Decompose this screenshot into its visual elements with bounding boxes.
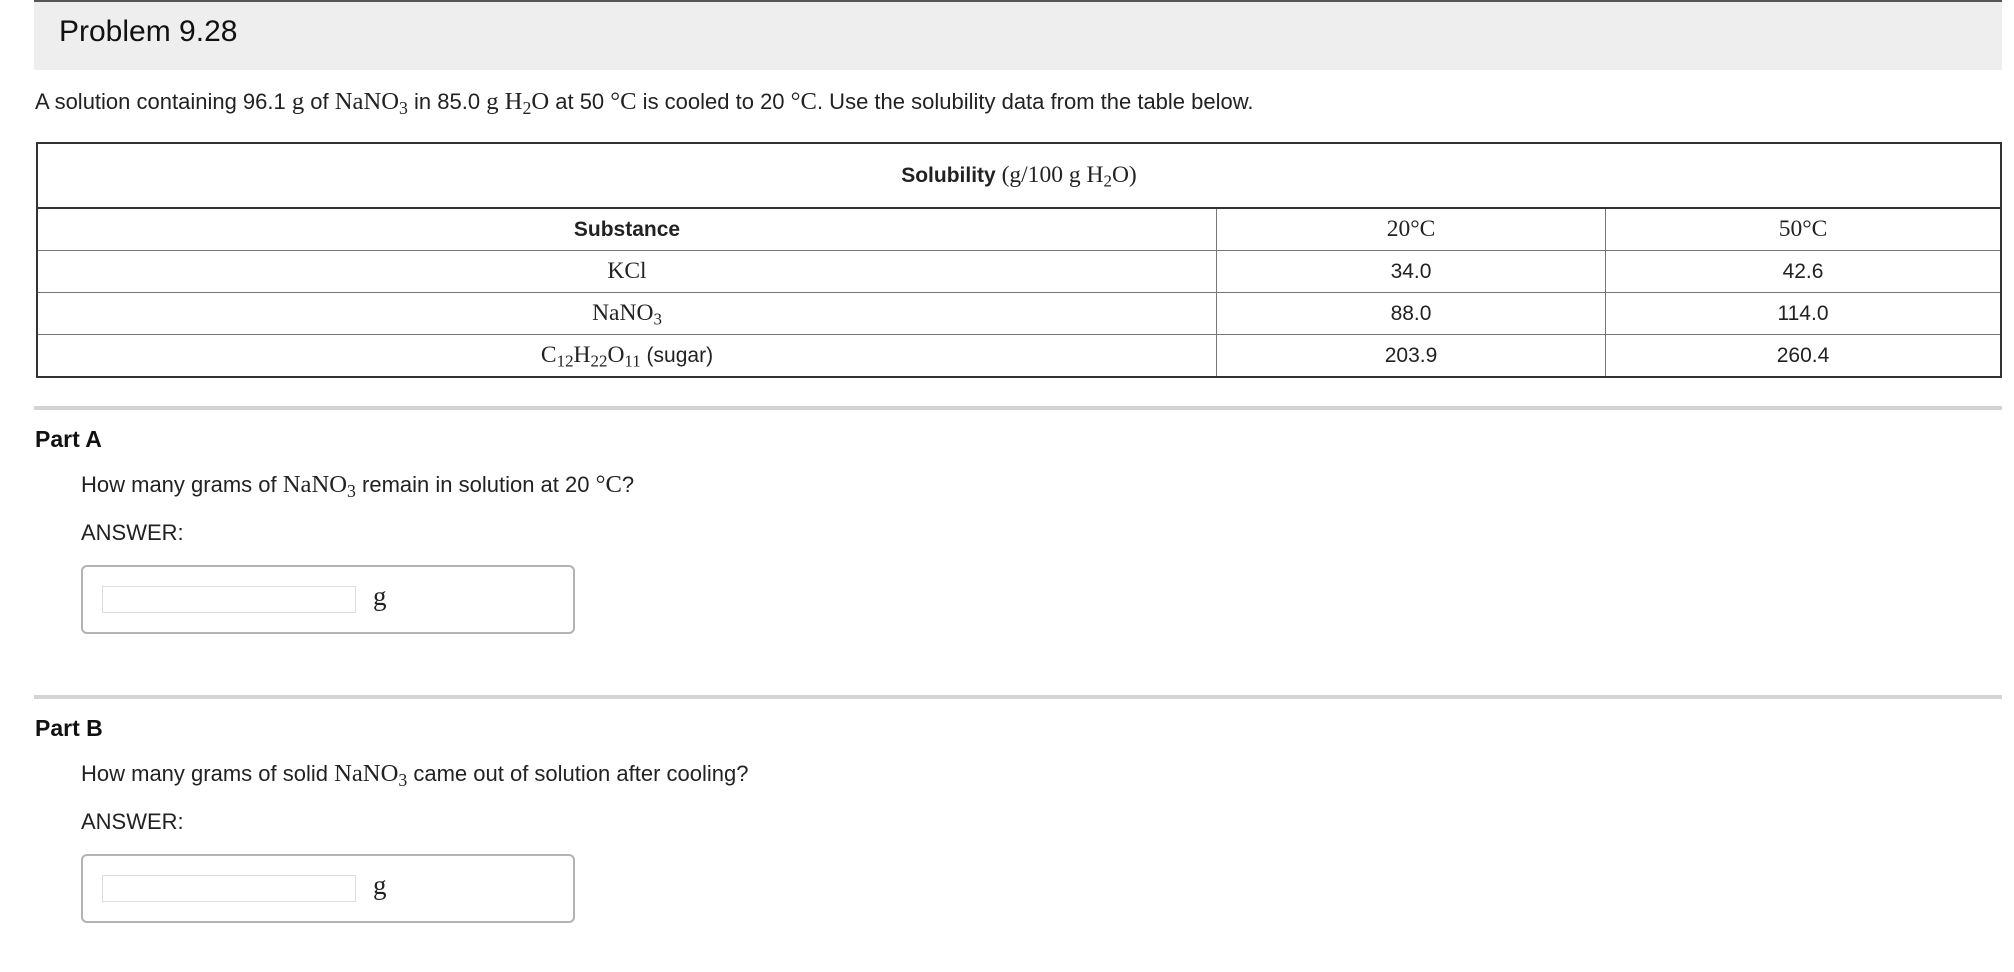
column-header-substance: Substance [37,208,1217,251]
problem-statement: A solution containing 96.1 g of NaNO$_3$ in 85.0 g $H_2O$ at 50 °C is cooled to 20 °C. Use the solubility data from the table below. [35,88,1254,118]
part-a-answer-label: ANSWER: [81,520,184,545]
substance-cell: KCl [37,251,1217,293]
part-b-answer-box [81,854,575,923]
problem-title: Problem 9.28 [59,15,238,48]
formula-h2o: $H_2O$ [504,88,550,118]
part-a-question: How many grams of NaNO$_3$ remain in solution at 20 °C? [81,471,635,501]
part-b-answer-input[interactable] [102,875,356,902]
value-cell: 42.6 [1606,251,2002,293]
table-caption: Solubility (g/100 g $H_2O$) [37,143,2001,208]
value-cell: 88.0 [1217,293,1606,335]
section-divider [34,695,2002,699]
part-a-unit: g [373,581,387,611]
value-cell: 203.9 [1217,335,1606,378]
column-header-50c: 50°C [1606,208,2002,251]
substance-cell: $C_{12}H_{22}O_{11}$ (sugar) [37,335,1217,378]
table-row [37,293,2001,335]
part-b-answer-label: ANSWER: [81,809,184,834]
table-row [37,335,2001,378]
solubility-table [36,142,2002,378]
section-divider [34,406,2002,410]
table-row [37,251,2001,293]
table-caption-row [37,143,2001,208]
formula-nano3: NaNO$_3$ [334,88,408,118]
part-b-question: How many grams of solid NaNO$_3$ came out of solution after cooling? [81,760,749,790]
value-cell: 34.0 [1217,251,1606,293]
part-b-title: Part B [35,715,103,741]
table-header-row [37,208,2001,251]
substance-cell: NaNO$_3$ [37,293,1217,335]
column-header-20c: 20°C [1217,208,1606,251]
part-a-title: Part A [35,426,102,452]
problem-header [34,0,2002,70]
part-a-answer-box [81,565,575,634]
value-cell: 260.4 [1606,335,2002,378]
part-a-answer-input[interactable] [102,586,356,613]
value-cell: 114.0 [1606,293,2002,335]
part-b-unit: g [373,870,387,900]
